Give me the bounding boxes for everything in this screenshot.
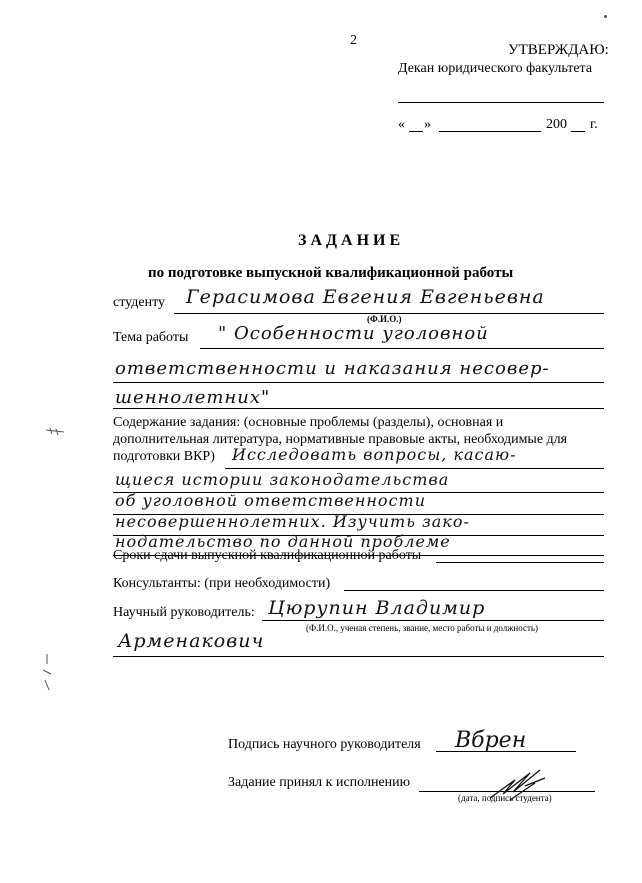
date-year-suffix: г. [590,117,598,132]
scan-speck-1 [44,424,66,438]
approval-title: УТВЕРЖДАЮ: [508,42,609,58]
dean-signature-line [398,102,604,103]
content-hw-line-3: об уголовной ответственности [115,491,426,510]
student-caption: (Ф.И.О.) [367,314,402,324]
date-day-line [409,131,423,132]
supervisor-name-line-1: Цюрупин Владимир [268,597,486,619]
acceptance-label: Задание принял к исполнению [228,775,411,790]
date-month-line [439,131,541,132]
supervisor-label: Научный руководитель: [113,605,255,620]
content-label-line-2: дополнительная литература, нормативные правовые акты, необходимые для [113,432,568,447]
content-label-line-3: подготовки ВКР) [113,449,215,464]
student-signature-mark [485,758,555,808]
student-label: студенту [113,295,166,310]
topic-line-2: ответственности и наказания несовер- [115,358,550,379]
content-hw-line-5: нодательство по данной проблеме [115,532,451,551]
deadline-label: Сроки сдачи выпускной квалификационной работы [113,548,422,563]
date-close-quote: » [424,117,431,132]
consultants-line [344,590,604,591]
content-underline-1 [225,468,604,469]
content-hw-line-2: щиеся истории законодательства [115,470,450,489]
deadline-line [436,562,604,563]
content-hw-line-1: Исследовать вопросы, касаю- [232,445,517,464]
content-label-line-1: Содержание задания: (основные проблемы (разделы), основная и [113,415,504,430]
topic-line-1: " Особенности уголовной [218,323,489,344]
consultants-label: Консультанты: (при необходимости) [113,576,331,591]
scan-speck-3 [604,15,607,18]
supervisor-line-2 [113,656,604,657]
scan-speck-2 [40,652,54,692]
date-open-quote: « [398,117,405,132]
content-hw-line-4: несовершеннолетних. Изучить зако- [115,512,470,531]
acceptance-caption: (дата, подпись студента) [458,793,552,803]
date-year: 200 [546,117,567,132]
supervisor-caption: (Ф.И.О., ученая степень, звание, место работы и должность) [306,623,539,633]
topic-line-3: шеннолетних" [115,387,271,408]
document-subtitle: по подготовке выпускной квалификационной работы [148,265,514,281]
date-year-line [571,131,585,132]
topic-underline-1 [200,348,604,349]
topic-underline-2 [113,382,604,383]
topic-underline-3 [113,408,604,409]
student-name: Герасимова Евгения Евгеньевна [186,286,545,308]
supervisor-name-line-2: Арменакович [118,630,265,652]
page-number: 2 [350,33,357,48]
topic-label: Тема работы [113,330,189,345]
supervisor-signature-label: Подпись научного руководителя [228,737,421,752]
supervisor-signature-scribble: Вбрен [455,728,527,753]
supervisor-line-1 [262,620,604,621]
document-title: З А Д А Н И Е [298,232,401,249]
approval-subtitle: Декан юридического факультета [398,61,593,76]
